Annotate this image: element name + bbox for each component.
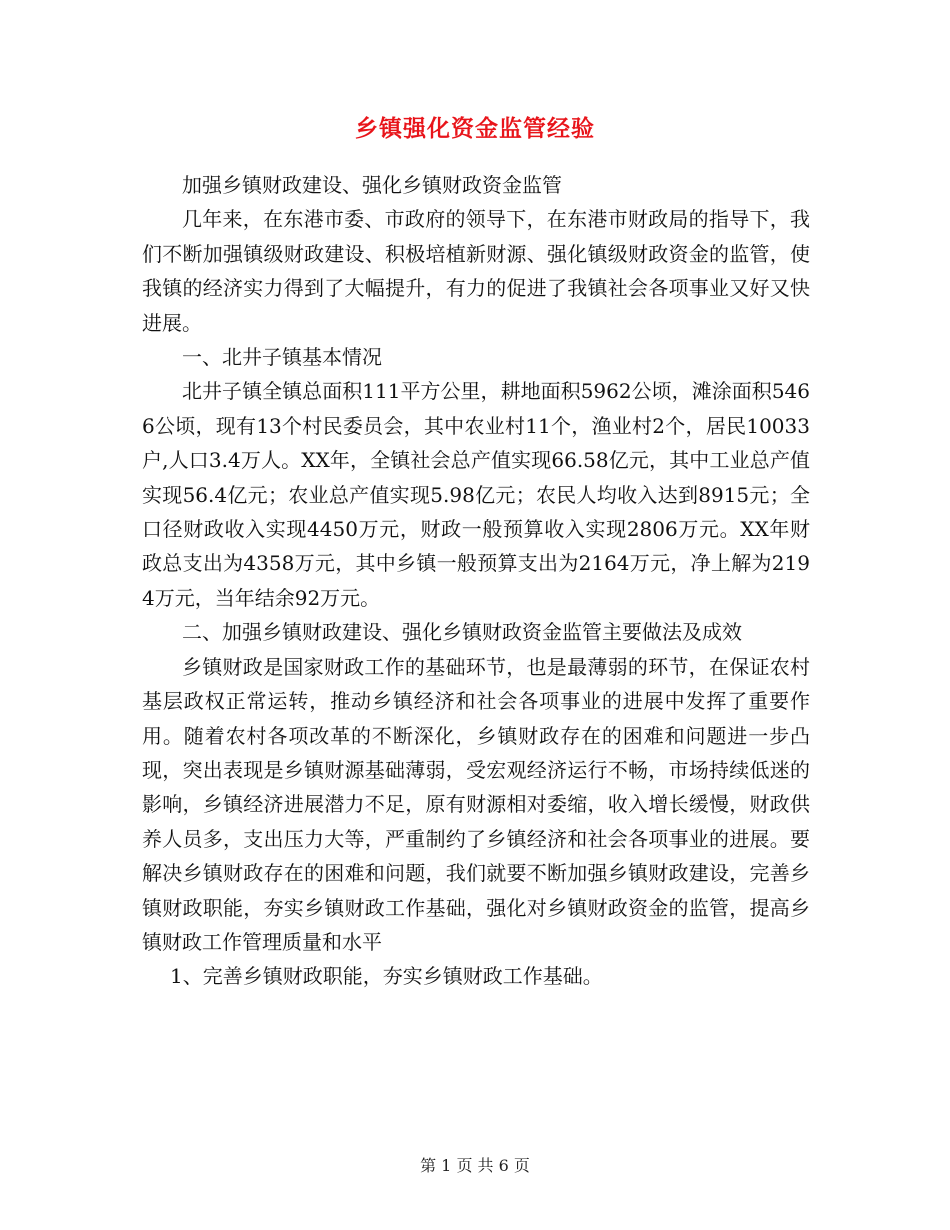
subsection-heading-1: 1、完善乡镇财政职能，夯实乡镇财政工作基础。 <box>170 964 603 989</box>
document-body <box>142 168 810 994</box>
page-footer: 第 1 页 共 6 页 <box>420 1156 530 1175</box>
document-title: 乡镇强化资金监管经验 <box>355 115 595 142</box>
section-heading-measures: 二、加强乡镇财政建设、强化乡镇财政资金监管主要做法及成效 <box>182 620 742 645</box>
paragraph-subtitle: 加强乡镇财政建设、强化乡镇财政资金监管 <box>182 173 562 197</box>
paragraph-measures: 乡镇财政是国家财政工作的基础环节，也是最薄弱的环节，在保证农村基层政权正常运转，推动乡镇经济和社会各项事业的进展中发挥了重要作用。随着农村各项改革的不断深化，乡镇财政存在的困难和问题进一步凸现，突出表现是乡镇财源基础薄弱，受宏观经济运行不畅，市场持续低迷的影响，乡镇经济进展潜力不足，原有财源相对委缩，收入增长缓慢，财政供养人员多，支出压力大等，严重制约了乡镇经济和社会各项事业的进展。要解决乡镇财政存在的困难和问题，我们就要不断加强乡镇财政建设，完善乡镇财政职能，夯实乡镇财政工作基础，强化对乡镇财政资金的监管，提高乡镇财政工作管理质量和水平 <box>142 654 810 954</box>
section-heading-basic-info: 一、北井子镇基本情况 <box>182 345 382 370</box>
paragraph-intro: 几年来，在东港市委、市政府的领导下，在东港市财政局的指导下，我们不断加强镇级财政建设、积极培植新财源、强化镇级财政资金的监管，使我镇的经济实力得到了大幅提升，有力的促进了我镇社会各项事业又好又快进展。 <box>142 207 810 335</box>
paragraph-basic-info: 北井子镇全镇总面积111平方公里，耕地面积5962公顷，滩涂面积5466公顷，现有13个村民委员会，其中农业村11个，渔业村2个，居民10033户,人口3.4万人。XX年，全镇社会总产值实现66.58亿元，其中工业总产值实现56.4亿元；农业总产值实现5.98亿元；农民人均收入达到8915元；全口径财政收入实现4450万元，财政一般预算收入实现2806万元。XX年财政总支出为4358万元，其中乡镇一般预算支出为2164万元，净上解为2194万元，当年结余92万元。 <box>142 379 810 610</box>
